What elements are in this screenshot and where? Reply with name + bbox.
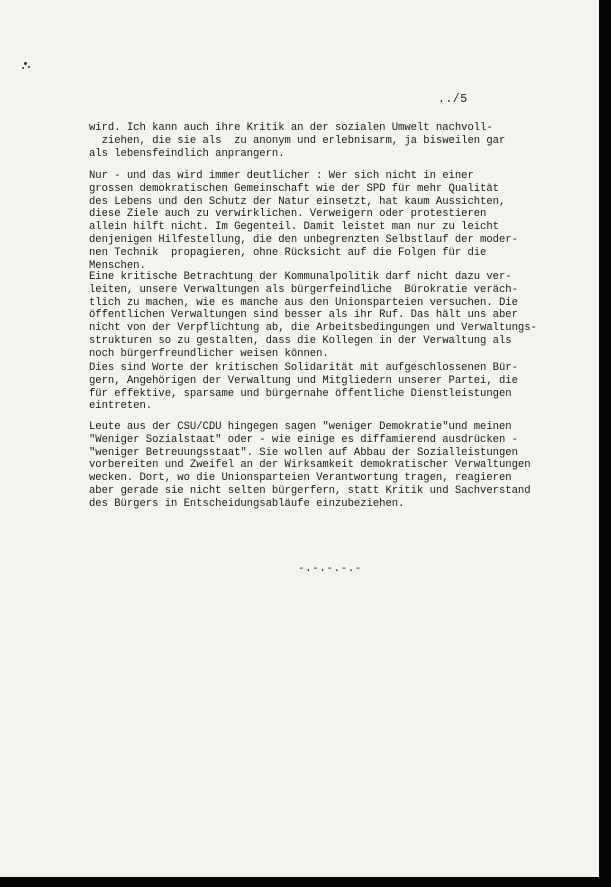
text-line: als lebensfeindlich anprangern. (89, 147, 285, 160)
text-line: diese Ziele auch zu verwirklichen. Verweigern oder protestieren (89, 208, 487, 221)
text-line: "Weniger Sozialstaat" oder - wie einige es diffamierend ausdrücken - (89, 433, 518, 446)
scan-speck (28, 66, 30, 68)
closing-mark: -.-.-.-.- (298, 563, 362, 575)
text-line: wecken. Dort, wo die Unionsparteien Verantwortung tragen, reagieren (89, 472, 512, 485)
text-line: des Lebens und den Schutz der Natur einsetzt, hat kaum Aussichten, (89, 195, 506, 208)
text-line: leiten, unsere Verwaltungen als bürgerfeindliche Bürokratie veräch- (89, 283, 518, 296)
scan-border-right (599, 0, 611, 887)
text-line: ziehen, die sie als zu anonym und erlebnisarm, ja bisweilen gar (89, 134, 506, 147)
scan-border-bottom (0, 877, 611, 887)
text-line: vorbereiten und Zweifel an der Wirksamkeit demokratischer Verwaltungen (89, 459, 531, 472)
text-line: grossen demokratischen Gemeinschaft wie der SPD für mehr Qualität (89, 182, 499, 195)
text-line: Eine kritische Betrachtung der Kommunalpolitik darf nicht dazu ver- (89, 271, 512, 283)
page-number: ../5 (438, 93, 468, 106)
text-line: Dies sind Worte der kritischen Solidarität mit aufgeschlossenen Bür- (89, 362, 518, 374)
text-line: Nur - und das wird immer deutlicher : Wer sich nicht in einer (89, 170, 474, 182)
text-line: aber gerade sie nicht selten bürgerfern, statt Kritik und Sachverstand (89, 484, 531, 497)
text-line: nicht von der Verpflichtung ab, die Arbeitsbedingungen und Verwaltungs- (89, 322, 537, 335)
paragraph-5 (89, 421, 589, 511)
paragraph-2 (89, 170, 589, 272)
scan-speck (24, 62, 27, 65)
paragraph-4 (89, 362, 589, 413)
text-line: für effektive, sparsame und bürgernahe öffentliche Dienstleistungen (89, 387, 512, 400)
text-line: tlich zu machen, wie es manche aus den Unionsparteien versuchen. Die (89, 296, 518, 309)
paragraph-3 (89, 271, 589, 361)
text-line: Menschen. (89, 259, 146, 272)
text-line: allein hilft nicht. Im Gegenteil. Damit leistet man nur zu leicht (89, 221, 499, 234)
text-line: eintreten. (89, 400, 153, 413)
text-line: des Bürgers in Entscheidungsabläufe einzubeziehen. (89, 497, 405, 510)
text-line: strukturen so zu gestalten, dass die Kollegen in der Verwaltung als (89, 334, 512, 347)
text-line: öffentlichen Verwaltungen sind besser als ihr Ruf. Das hält uns aber (89, 309, 518, 322)
text-line: wird. Ich kann auch ihre Kritik an der sozialen Umwelt nachvoll- (89, 122, 493, 134)
text-line: noch bürgerfreundlicher weisen können. (89, 347, 329, 360)
scan-speck (22, 67, 24, 69)
text-line: gern, Angehörigen der Verwaltung und Mitgliedern unserer Partei, die (89, 374, 518, 387)
text-line: Leute aus der CSU/CDU hingegen sagen "weniger Demokratie"und meinen (89, 421, 512, 433)
text-line: denjenigen Hilfestellung, die den unbegrenzten Selbstlauf der moder- (89, 233, 518, 246)
paragraph-1 (89, 122, 589, 160)
text-line: "weniger Betreuungsstaat". Sie wollen auf Abbau der Sozialleistungen (89, 446, 518, 459)
text-line: nen Technik propagieren, ohne Rücksicht auf die Folgen für die (89, 246, 487, 259)
